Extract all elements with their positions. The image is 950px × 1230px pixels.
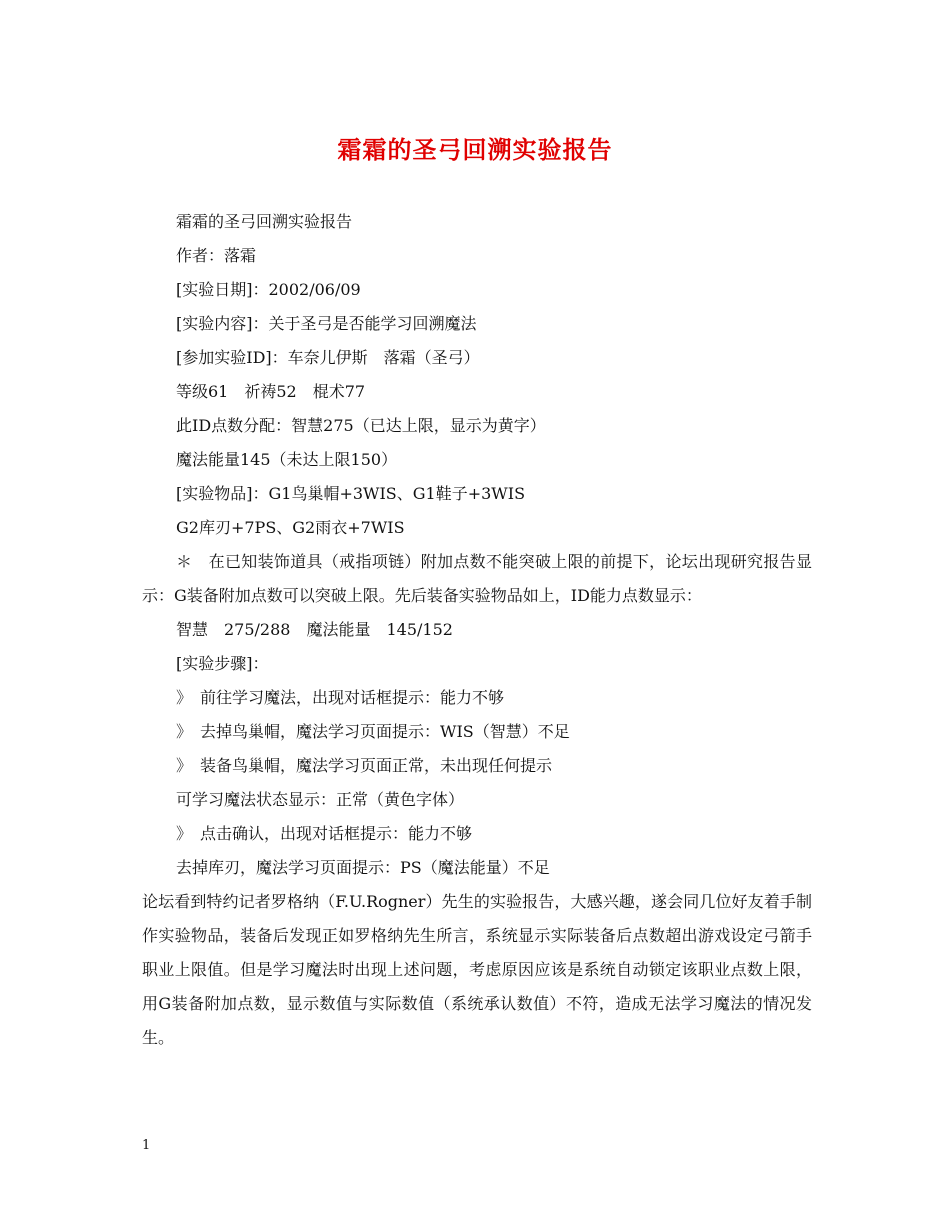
participant-line: [参加实验ID]：车奈儿伊斯 落霜（圣弓） [176, 348, 480, 367]
author-line: 作者：落霜 [176, 246, 257, 265]
text-line: 霜霜的圣弓回溯实验报告 [176, 212, 353, 231]
step-line: 》 前往学习魔法，出现对话框提示：能力不够 [176, 688, 505, 707]
step-line: 》 点击确认，出现对话框提示：能力不够 [176, 824, 473, 843]
conclusion-paragraph: 论坛看到特约记者罗格纳（F.U.Rogner）先生的实验报告，大感兴趣，遂会同几位好友着手制作实验物品，装备后发现正如罗格纳先生所言，系统显示实际装备后点数超出游戏设定弓箭手职业上限值。但是学习魔法时出现上述问题，考虑原因应该是系统自动锁定该职业点数上限，用G装备附加点数，显示数值与实际数值（系统承认数值）不符，造成无法学习魔法的情况发生。 [142, 892, 812, 1047]
points-line: 此ID点数分配：智慧275（已达上限，显示为黄字） [176, 416, 546, 435]
page-number: 1 [142, 1138, 151, 1153]
items-line-2: G2库刃+7PS、G2雨衣+7WIS [176, 518, 405, 537]
step-line: 》 去掉鸟巢帽，魔法学习页面提示：WIS（智慧）不足 [176, 722, 570, 741]
document-body [142, 205, 812, 1055]
items-line: [实验物品]：G1鸟巢帽+3WIS、G1鞋子+3WIS [176, 484, 526, 503]
stats-display-line: 智慧 275/288 魔法能量 145/152 [176, 620, 453, 639]
stats-line: 等级61 祈祷52 棍术77 [176, 382, 366, 401]
content-line: [实验内容]：关于圣弓是否能学习回溯魔法 [176, 314, 477, 333]
date-line: [实验日期]：2002/06/09 [176, 280, 361, 299]
step-line: 去掉库刃，魔法学习页面提示：PS（魔法能量）不足 [176, 858, 550, 877]
steps-heading: [实验步骤]： [176, 654, 269, 673]
note-paragraph: ＊ 在已知装饰道具（戒指项链）附加点数不能突破上限的前提下，论坛出现研究报告显示：G装备附加点数可以突破上限。先后装备实验物品如上，ID能力点数显示： [142, 552, 812, 605]
document-title: 霜霜的圣弓回溯实验报告 [337, 135, 613, 164]
mana-line: 魔法能量145（未达上限150） [176, 450, 398, 469]
step-line: 》 装备鸟巢帽，魔法学习页面正常，未出现任何提示 [176, 756, 553, 775]
status-line: 可学习魔法状态显示：正常（黄色字体） [176, 790, 465, 809]
